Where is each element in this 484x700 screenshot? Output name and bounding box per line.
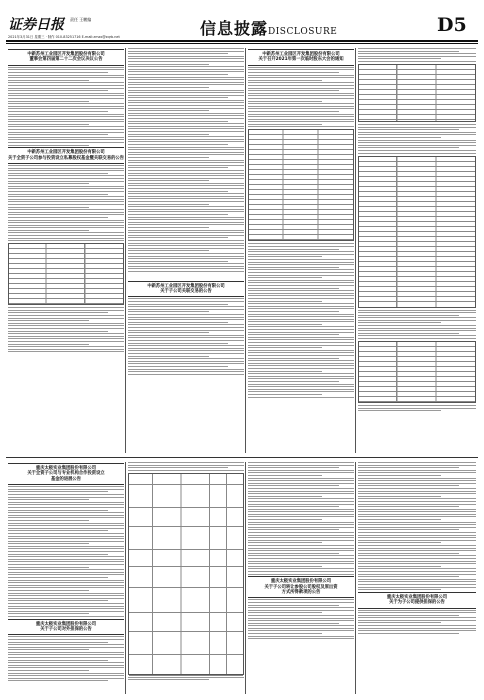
column-upper-2 <box>128 48 244 453</box>
column-divider <box>125 462 126 694</box>
column-divider <box>355 48 356 453</box>
column-divider <box>245 462 246 694</box>
column-divider <box>125 48 126 453</box>
column-upper-3 <box>248 48 354 453</box>
column-lower-3 <box>248 462 354 694</box>
page-number: D5 <box>437 14 467 36</box>
column-lower-1 <box>8 462 124 694</box>
column-upper-1 <box>8 48 124 453</box>
section-title-en: DISCLOSURE <box>268 27 338 37</box>
column-upper-4 <box>358 48 476 453</box>
data-table <box>358 156 476 308</box>
data-table <box>358 341 476 403</box>
notice-headline: 中新苏州工业园区开发集团股份有限公司 关于子公司关联交易的公告 <box>147 283 225 295</box>
column-divider <box>355 462 356 694</box>
column-divider <box>245 48 246 453</box>
notice-headline: 中新苏州工业园区开发集团股份有限公司 关于召开2021年第一次临时股东大会的通知 <box>258 52 344 63</box>
section-title: 信息披露DISCLOSURE <box>200 19 338 38</box>
masthead-rule-thin <box>6 43 478 44</box>
data-table <box>8 243 124 305</box>
masthead <box>0 0 484 44</box>
editor-credit: 责任 王鹏编 <box>70 17 92 22</box>
data-table <box>248 129 354 241</box>
notice-headline: 中新苏州工业园区开发集团股份有限公司 关于全资子公司参与投资设立私募股权基金暨关联交易的公告 <box>8 150 124 161</box>
notice-headline: 重庆太极实业集团股份有限公司 关于子公司对外担保的公告 <box>35 621 97 632</box>
data-table <box>128 473 244 675</box>
notice-headline: 中新苏州工业园区开发集团股份有限公司 董事会第四届第二十二次会议决议公告 <box>27 52 105 63</box>
notice-headline: 重庆太极实业集团股份有限公司 关于全资子公司与专业机构合作投资设立 基金的进展公告 <box>27 466 105 482</box>
column-lower-2 <box>128 462 244 694</box>
column-lower-4 <box>358 462 476 694</box>
data-table <box>358 64 476 122</box>
newspaper-logo: 证券日报 <box>8 17 64 33</box>
half-page-divider <box>6 457 478 458</box>
notice-headline: 重庆太极实业集团股份有限公司 关于子公司转让参股公司股权及原出资 方式所得款项的公告 <box>264 579 338 595</box>
masthead-rule <box>6 40 478 42</box>
notice-headline: 重庆太极实业集团股份有限公司 关于为子公司提供担保的公告 <box>386 594 448 606</box>
dateline: 2021年3月31日 星期三 · 制作 010-83251716 E-mail:zmzx@zqrb.net <box>8 35 120 39</box>
